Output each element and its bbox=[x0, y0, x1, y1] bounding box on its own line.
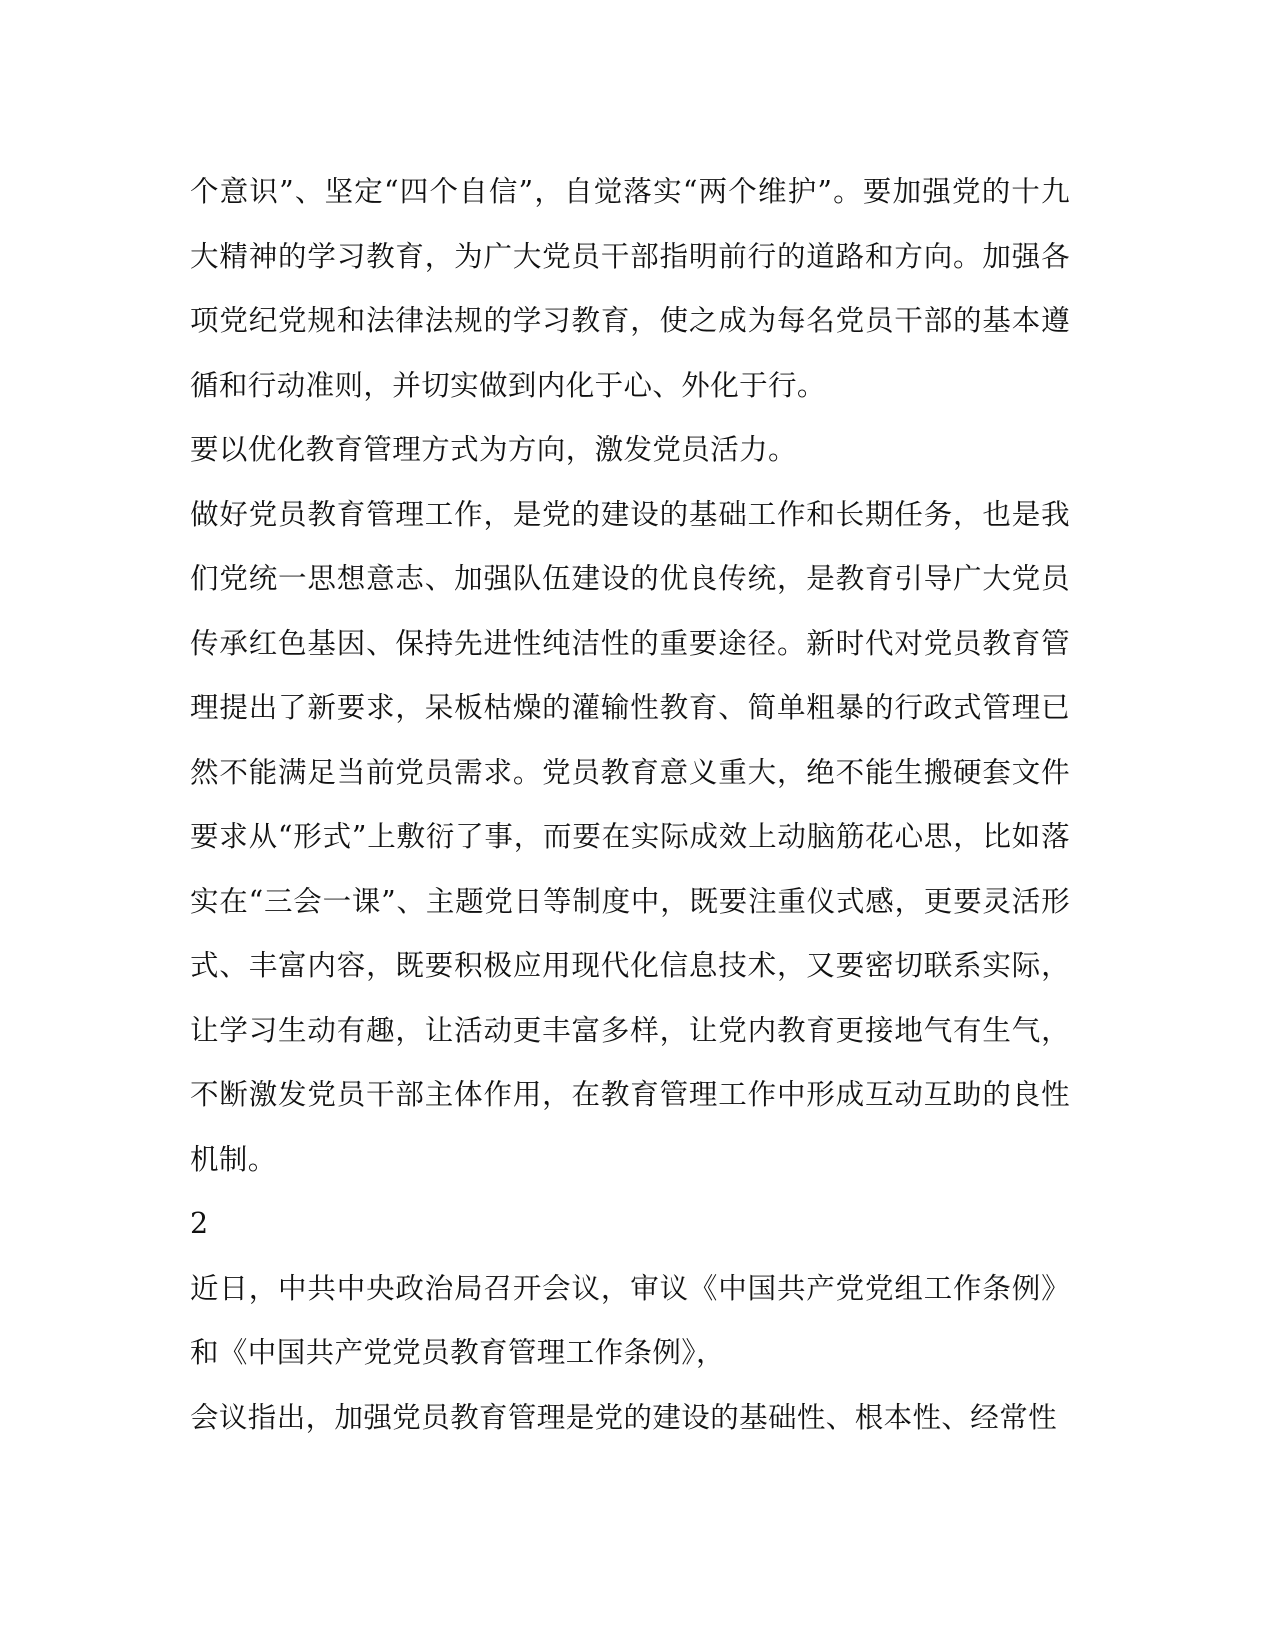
section-number: 2 bbox=[190, 1207, 209, 1240]
paragraph-party-member-education: 做好党员教育管理工作，是党的建设的基础工作和长期任务，也是我们党统一思想意志、加强队伍建设的优良传统，是教育引导广大党员传承红色基因、保持先进性纯洁性的重要途径。新时代对党员教育管理提出了新要求，呆板枯燥的灌输性教育、简单粗暴的行政式管理已然不能满足当前党员需求。党员教育意义重大，绝不能生搬硬套文件要求从“形式”上敷衍了事，而要在实际成效上动脑筋花心思，比如落实在“三会一课”、主题党日等制度中，既要注重仪式感，更要灵活形式、丰富内容，既要积极应用现代化信息技术，又要密切联系实际，让学习生动有趣，让活动更丰富多样，让党内教育更接地气有生气，不断激发党员干部主体作用，在教育管理工作中形成互动互助的良性机制。 bbox=[190, 497, 1070, 1176]
paragraph-ideology-education: 个意识”、坚定“四个自信”，自觉落实“两个维护”。要加强党的十九大精神的学习教育，为广大党员干部指明前行的道路和方向。加强各项党纪党规和法律法规的学习教育，使之成为每名党员干部的基本遵循和行动准则，并切实做到内化于心、外化于行。 bbox=[190, 175, 1070, 402]
document-body bbox=[190, 160, 1070, 1450]
paragraph-politburo-meeting: 近日，中共中央政治局召开会议，审议《中国共产党党组工作条例》和《中国共产党党员教育管理工作条例》， bbox=[190, 1271, 1070, 1369]
paragraph-optimize-management: 要以优化教育管理方式为方向，激发党员活力。 bbox=[190, 433, 797, 466]
paragraph-meeting-pointed-out: 会议指出，加强党员教育管理是党的建设的基础性、根本性、经常性 bbox=[190, 1400, 1058, 1434]
